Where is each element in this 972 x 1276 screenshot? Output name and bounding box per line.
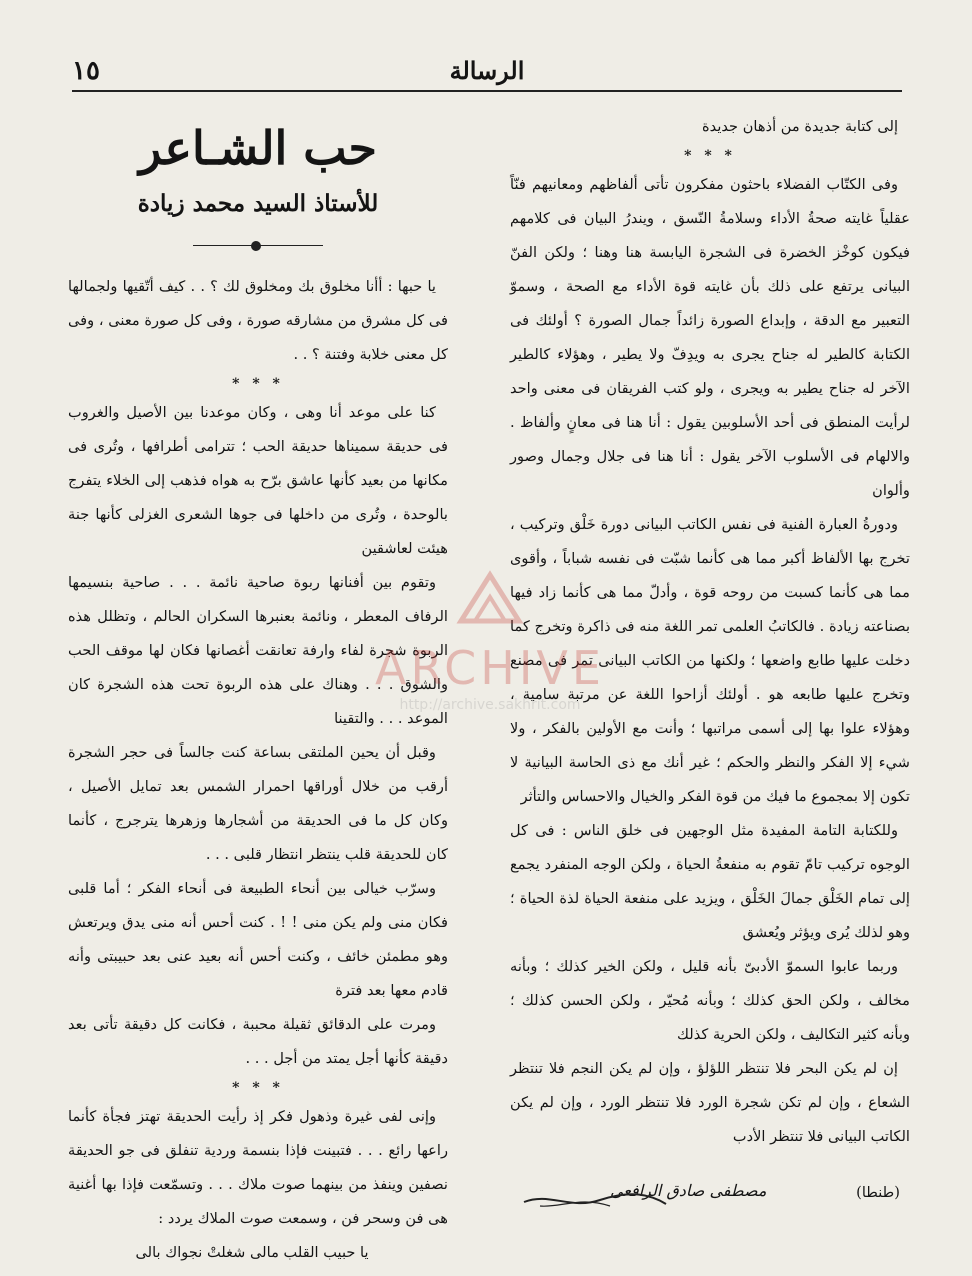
article-byline: للأستاذ السيد محمد زيادة [137,190,379,217]
section-separator: * * * [684,148,736,164]
paragraph: وقبل أن يحين الملتقى بساعة كنت جالساً فى حجر الشجرة أرقب من خلال أوراقها احمرار الشمس بعد تمايل الأصيل ، وكان كل ما فى الحديقة من أشجارها وزهرها يترجرج ، كأنما كان للحديقة قلب ينتظر انتظار قلبى . . . [68,744,448,863]
article-title: حب الشـاعر [139,121,377,175]
journal-title: الرسالة [449,56,525,85]
paragraph: ودورةُ العبارة الفنية فى نفس الكاتب البيانى دورة خَلْق وتركيب ، تخرج بها الألفاظ أكبر مما هى كأنما شبّت فى نفسه شباباً ، وأقوى مما هى كأنما كسبت من روحه قوة ، وأدلّ مما هى كأنما زاد فيها بصناعته زيادة . فالكاتبُ العلمى تمر اللغة منه فى ذاكرة وتخرج كما دخلت عليها طابع واضعها ؛ ولكنها من الكاتب البيانى تمر فى مصنع وتخرج عليها طابعه هو . أولئك أزاحوا اللغة عن مرتبة سامية ، وهؤلاء علوا بها إلى أسمى مراتبها ؛ وأنت مع الأولين بالفكر ، ولا شيء إلا الفكر والنظر والحكم ؛ غير أنك مع ذى الحاسة البيانية لا تكون إلا بمجموع ما فيك من قوة الفكر والخيال والاحساس والتأثر [510,516,910,805]
page-number: ١٥ [72,56,100,86]
paragraph: يا حبها : أأنا مخلوق بك ومخلوق لك ؟ . . كيف أتّقيها ولجمالها فى كل مشرق من مشارقه صورة ، وفى كل صورة معنى ، وفى كل معنى خلابة وفتنة ؟ . . [68,278,448,363]
poem-verse: يا حبيب القلب مالى شغلتْ نجواك بالى [135,1244,369,1261]
signature-flourish-icon [520,1188,670,1212]
watermark-text: ARCHIVE [375,641,605,695]
right-column [510,110,910,1214]
paragraph: وتقوم بين أفنانها ربوة صاحية نائمة . . . صاحية بنسيمها الرفاف المعطر ، ونائمة بعنبرها السكران الحالم ، وتظلل هذه الربوة شجرة لفاء وارفة تعانقت أغصانها فكان لها موقف الحب والشوق . . . وهناك على هذه الربوة تحت هذه الشجرة كان الموعد . . . والتقينا [68,574,448,727]
paragraph: وإنى لفى غيرة وذهول فكر إذ رأيت الحديقة تهتز فجأة كأنما راعها رائع . . . فتبينت فإذا بنسمة وردية تنفلق فى جو الحديقة نصفين وينفذ من بينهما صوت ملاك . . . وتسمّعت فإذا بها أغنية هى فن وسحر فن ، وسمعت صوت الملاك يردد : [68,1108,448,1227]
watermark-url: http://archive.sakhrit.com [399,697,581,713]
paragraph: ومرت على الدقائق ثقيلة محببة ، فكانت كل دقيقة تأتى بعد دقيقة كأنها أجل يمتد من أجل . . . [68,1016,448,1067]
author-signature: مصطفى صادق الرافعى [610,1181,767,1200]
paragraph: إن لم يكن البحر فلا تنتظر اللؤلؤ ، وإن لم يكن النجم فلا تنتظر الشعاع ، وإن لم تكن شجرة الورد فلا تنتظر الورد ، وإن لم يكن الكاتب البيانى فلا تنتظر الأدب [510,1060,910,1145]
paragraph: وفى الكتّاب الفضلاء باحثون مفكرون تأتى ألفاظهم ومعانيهم فنّاً عقلياً غايته صحةُ الأداء وسلامةُ النّسق ، ويندرُ البيان فى كلامهم فيكون كوخْز الخضرة فى الشجرة اليابسة هنا وهنا ؛ ولكن الفنّ البيانى يرتفع على ذلك بأن غايته قوة الأداء مع الصحة ، وسموّ التعبير مع الدقة ، وإبداع الصورة زائداً جمال الصورة ؟ أولئك فى الكتابة كالطير له جناح يجرى به ويدِفّ ولا يطير ، وهؤلاء كالطير الآخر له جناح يطير به ويجرى ، ولو كتب الفريقان فى معنى واحد لرأيت المنطق فى أحد الأسلوبين يقول : أنا هنا فى معانٍ وألفاظ . والالهام فى الأسلوب الآخر يقول : أنا هنا فى جلال وجمال وصور وألوان [510,176,910,499]
paragraph: وللكتابة التامة المفيدة مثل الوجهين فى خلق الناس : فى كل الوجوه تركيب تامّ تقوم به منفعةُ الحياة ، ولكن الوجه المنفرد يجمع إلى تمام الخَلْق جمالَ الخَلْق ، ويزيد على منفعة الحياة لذة الحياة ؛ وهو لذلك يُرى ويؤثر ويُعشق [510,822,910,941]
left-column [68,110,448,1270]
place-name: (طنطا) [856,1184,900,1201]
section-separator: * * * [232,376,284,392]
section-separator: * * * [232,1080,284,1096]
ornament-divider [193,240,323,252]
running-head [72,52,902,92]
paragraph: كنا على موعد أنا وهى ، وكان موعدنا بين الأصيل والغروب فى حديقة سميناها حديقة الحب ؛ تترامى أطرافها ، وتُرى فى مكانها من بعيد كأنها عاشق برّح به هواه فذهب إلى الخلاء يتفرج بالوحدة ، وتُرى من داخلها فى جوها الشعرى الغزلى كأنها جنة هيئت لعاشقين [68,404,448,557]
paragraph: إلى كتابة جديدة من أذهان جديدة [702,118,898,135]
paragraph: وربما عابوا السموّ الأدبىّ بأنه قليل ، ولكن الخير كذلك ؛ وبأنه مخالف ، ولكن الحق كذلك ؛ وبأنه مُحيّر ، ولكن الحسن كذلك ؛ وبأنه كثير التكاليف ، ولكن الحرية كذلك [510,958,910,1043]
signature-row [510,1174,910,1214]
paragraph: وسرّب خيالى بين أنحاء الطبيعة فى أنحاء الفكر ؛ أما قلبى فكان منى ولم يكن منى ! ! . كنت أحس أنه منى يدق ويرتعش وهو مطمئن خائف ، وكنت أحس أنه بعيد عنى بعد حبيبتى وأنه قادم معها بعد فترة [68,880,448,999]
